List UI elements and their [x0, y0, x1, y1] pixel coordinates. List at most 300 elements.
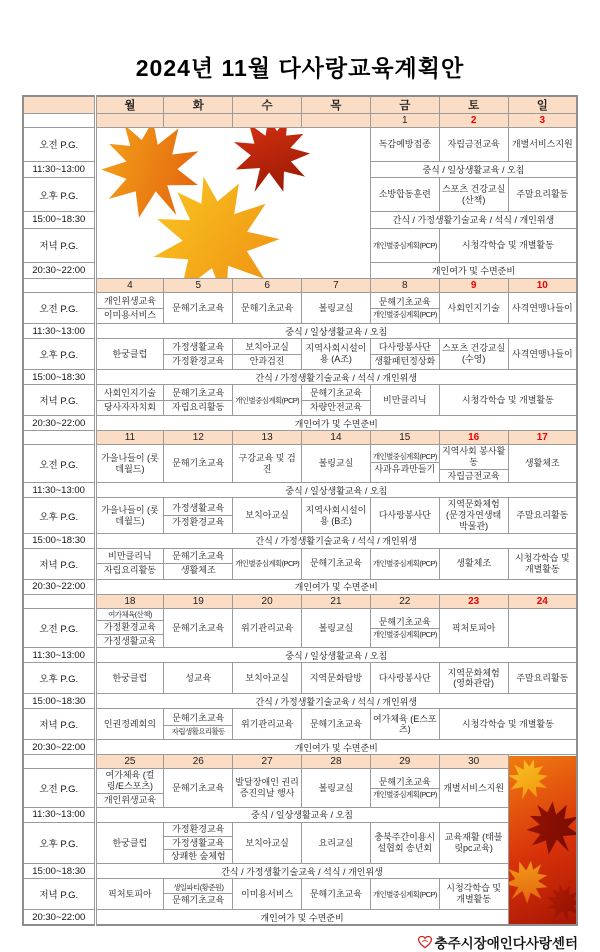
date-cell: 7: [302, 279, 371, 293]
schedule-cell: [302, 769, 371, 807]
time-row-label: 20:30~22:00: [23, 262, 95, 278]
schedule-cell: [164, 608, 233, 648]
schedule-cell: [508, 608, 577, 648]
day-header: 목: [302, 96, 371, 114]
program-label: 픽처토피아: [108, 888, 152, 899]
afternoon-row: [23, 663, 577, 694]
schedule-cell: [95, 339, 164, 370]
program-label: 문해기초교육: [241, 302, 294, 313]
schedule-cell: [233, 498, 302, 533]
program-label: 요리교실: [318, 837, 354, 848]
program-label: 문해기초교육: [309, 718, 363, 729]
program-label: 문해기초교육: [172, 782, 225, 793]
schedule-cell: [233, 879, 302, 910]
schedule-cell: [164, 548, 233, 579]
evening-row: [23, 548, 577, 579]
schedule-cell: [233, 709, 302, 740]
afternoon-row: [23, 339, 577, 370]
program-label: 시청각학습 및 개별활동: [461, 394, 554, 405]
footer: [22, 932, 578, 952]
date-cell: 28: [302, 755, 371, 769]
program-label: 비만클리닉: [383, 394, 427, 405]
day-header: 수: [233, 96, 302, 114]
schedule-cell: [302, 498, 371, 533]
schedule-cell: [508, 128, 577, 162]
program-label: 소방합동훈련: [378, 189, 431, 200]
day-header: 월: [95, 96, 164, 114]
day-header: 화: [164, 96, 233, 114]
schedule-cell: [164, 769, 233, 807]
day-header: 금: [370, 96, 439, 114]
program-label: 문해기초교육: [172, 458, 225, 469]
schedule-cell: [302, 385, 371, 416]
program-label: 여가체육 (E스포츠): [372, 713, 437, 735]
time-row-label: 오전 P.G.: [23, 608, 95, 648]
routine-row: [23, 416, 577, 431]
schedule-cell: [370, 228, 439, 262]
program-label: 생일파티(황준원): [173, 882, 224, 892]
schedule-cell: [508, 445, 577, 483]
date-row: [23, 594, 577, 608]
routine-row: [23, 483, 577, 498]
date-cell: 17: [508, 431, 577, 445]
schedule-cell: [95, 709, 164, 740]
program-label: 문해기초교육: [172, 302, 225, 313]
time-row-label: 저녁 P.G.: [23, 879, 95, 910]
schedule-cell: [370, 293, 439, 324]
time-row-label: 11:30~13:00: [23, 324, 95, 339]
time-row-label: 오전 P.G.: [23, 769, 95, 807]
time-row-label: 11:30~13:00: [23, 648, 95, 663]
program-label: 시청각학습 및 개별활동: [514, 552, 570, 574]
schedule-cell: [95, 769, 164, 807]
schedule-cell: [370, 178, 439, 212]
schedule-cell: [95, 663, 164, 694]
program-label: 위기관리교육: [241, 718, 294, 729]
time-row-label: [23, 755, 95, 769]
date-cell: 8: [370, 279, 439, 293]
time-row-label: 15:00~18:30: [23, 864, 95, 879]
schedule-cell: [439, 385, 577, 416]
schedule-cell: [370, 879, 439, 910]
program-label: 시청각학습 및 개별활동: [461, 718, 554, 729]
program-label: 개인별중심계획(PCP): [372, 452, 437, 462]
program-label: 개인별중심계획(PCP): [372, 630, 437, 640]
program-label: 문해기초교육: [172, 712, 225, 723]
schedule-cell: [95, 608, 164, 648]
schedule-cell: [233, 339, 302, 370]
date-cell: 23: [439, 594, 508, 608]
program-label: 스포츠 건강교실 (수영): [441, 343, 506, 364]
routine-cell: 간식 / 가정생활기술교육 / 석식 / 개인위생: [370, 212, 577, 228]
date-cell: 6: [233, 279, 302, 293]
schedule-cell: [95, 385, 164, 416]
program-label: 구강교육 및 검진: [238, 452, 296, 474]
schedule-cell: [302, 879, 371, 910]
schedule-cell: [439, 608, 508, 648]
program-label: 상쾌한 숲체험: [164, 849, 232, 863]
schedule-cell: [95, 293, 164, 324]
date-cell: 1: [370, 114, 439, 128]
program-label: 이미용서비스: [97, 308, 164, 322]
schedule-cell: [370, 608, 439, 648]
corner-cell: [23, 96, 95, 114]
program-label: 가정환경교육: [164, 354, 232, 368]
program-label: 안과검진: [233, 354, 301, 368]
schedule-cell: [370, 128, 439, 162]
routine-cell: 간식 / 가정생활기술교육 / 석식 / 개인위생: [95, 533, 577, 548]
schedule-cell: [508, 339, 577, 370]
date-row: [23, 755, 577, 769]
schedule-cell: [302, 548, 371, 579]
schedule-cell: [439, 339, 508, 370]
program-label: 지역문화체험 (영화관람): [447, 667, 500, 689]
morning-row: [23, 128, 577, 162]
program-label: 가정환경교육: [172, 823, 225, 834]
date-cell: 30: [439, 755, 508, 769]
program-label: 자립요리활동: [97, 563, 164, 577]
time-row-label: 20:30~22:00: [23, 740, 95, 755]
time-row-label: 오전 P.G.: [23, 445, 95, 483]
date-cell: 19: [164, 594, 233, 608]
schedule-cell: [95, 822, 164, 863]
date-cell: [164, 114, 233, 128]
program-label: 지역문화체험 (문경자연생태 박물관): [446, 499, 502, 531]
program-label: 가정환경교육: [97, 620, 164, 634]
date-cell: 9: [439, 279, 508, 293]
time-row-label: 11:30~13:00: [23, 483, 95, 498]
date-cell: 15: [370, 431, 439, 445]
program-label: 인권정례회의: [103, 718, 156, 729]
schedule-cell: [370, 445, 439, 483]
date-cell: 14: [302, 431, 371, 445]
schedule-cell: [302, 608, 371, 648]
routine-cell: 개인여가 및 수면준비: [95, 579, 577, 594]
time-row-label: 저녁 P.G.: [23, 548, 95, 579]
morning-row: [23, 445, 577, 483]
routine-cell: 중식 / 일상생활교육 / 오침: [95, 324, 577, 339]
program-label: 개인별중심계획(PCP): [235, 559, 300, 569]
time-row-label: [23, 279, 95, 293]
date-cell: [233, 114, 302, 128]
schedule-cell: [439, 498, 508, 533]
program-label: 이미용서비스: [241, 888, 294, 899]
program-label: 여가체육 (컬링/E스포츠): [105, 770, 155, 792]
date-cell: 26: [164, 755, 233, 769]
program-label: 개인별중심계획(PCP): [372, 559, 437, 569]
program-label: 가을나들이 (롯데월드): [101, 452, 159, 474]
routine-cell: 간식 / 가정생활기술교육 / 석식 / 개인위생: [95, 864, 508, 879]
date-cell: 16: [439, 431, 508, 445]
program-label: 문해기초교육: [164, 893, 232, 907]
program-label: 개인위생교육: [103, 295, 156, 306]
schedule-cell: [439, 769, 508, 807]
routine-row: [23, 533, 577, 548]
autumn-leaves-image: [95, 128, 370, 279]
program-label: 주말요리활동: [516, 510, 569, 521]
routine-row: [23, 864, 577, 879]
time-row-label: 오후 P.G.: [23, 822, 95, 863]
program-label: 문해기초교육: [309, 387, 363, 398]
schedule-cell: [302, 445, 371, 483]
time-row-label: 저녁 P.G.: [23, 228, 95, 262]
program-label: 다사랑봉사단: [378, 341, 431, 352]
program-label: 가정생활교육: [164, 836, 232, 850]
program-label: 문해기초교육: [309, 888, 363, 899]
program-label: 지역사회시설이용 (A조): [305, 343, 367, 364]
routine-cell: 개인여가 및 수면준비: [370, 262, 577, 278]
schedule-cell: [439, 293, 508, 324]
time-row-label: 저녁 P.G.: [23, 385, 95, 416]
program-label: 문해기초교육: [378, 296, 431, 307]
routine-row: [23, 910, 577, 926]
time-row-label: [23, 114, 95, 128]
program-label: 지역문화탐방: [309, 672, 363, 683]
date-cell: 27: [233, 755, 302, 769]
schedule-cell: [164, 879, 233, 910]
routine-cell: 중식 / 일상생활교육 / 오침: [95, 807, 508, 822]
date-cell: 29: [370, 755, 439, 769]
program-label: 차량안전교육: [302, 400, 370, 414]
schedule-cell: [302, 709, 371, 740]
program-label: 성교육: [185, 672, 212, 683]
schedule-cell: [95, 445, 164, 483]
program-label: 보치아교실: [245, 341, 289, 352]
time-row-label: 오전 P.G.: [23, 128, 95, 162]
schedule-cell: [164, 293, 233, 324]
time-row-label: 20:30~22:00: [23, 416, 95, 431]
program-label: 주말요리활동: [516, 672, 569, 683]
program-label: 개별서비스지원: [511, 139, 573, 150]
program-label: 문해기초교육: [378, 776, 431, 787]
schedule-cell: [439, 445, 508, 483]
program-label: 한궁클럽: [112, 348, 148, 359]
date-cell: 20: [233, 594, 302, 608]
program-label: 보치아교실: [245, 510, 289, 521]
time-row-label: 15:00~18:30: [23, 694, 95, 709]
schedule-cell: [439, 879, 508, 910]
program-label: 지역사회 봉사활동: [441, 446, 506, 467]
evening-row: [23, 385, 577, 416]
program-label: 개인별중심계획(PCP): [372, 790, 437, 800]
date-cell: 4: [95, 279, 164, 293]
program-label: 생활체조: [524, 458, 560, 469]
program-label: 보치아교실: [245, 837, 289, 848]
program-label: 발달장애인 권리증진의날 행사: [235, 777, 299, 799]
program-label: 개인위생교육: [97, 793, 164, 807]
program-label: 가정환경교육: [164, 515, 232, 529]
schedule-cell: [164, 709, 233, 740]
schedule-cell: [164, 663, 233, 694]
program-label: 개인별중심계획(PCP): [372, 310, 437, 320]
routine-row: [23, 324, 577, 339]
program-label: 자립요리활동: [164, 400, 232, 414]
schedule-cell: [233, 548, 302, 579]
schedule-cell: [370, 663, 439, 694]
date-cell: 2: [439, 114, 508, 128]
program-label: 시청각학습 및 개별활동: [446, 883, 501, 905]
program-label: 한궁클럽: [112, 837, 148, 848]
time-row-label: 오후 P.G.: [23, 339, 95, 370]
routine-cell: 개인여가 및 수면준비: [95, 740, 577, 755]
schedule-cell: [95, 879, 164, 910]
program-label: 생활패턴정상화: [371, 354, 439, 368]
date-cell: [95, 114, 164, 128]
schedule-cell: [508, 498, 577, 533]
time-row-label: 오후 P.G.: [23, 498, 95, 533]
schedule-cell: [164, 822, 233, 863]
schedule-cell: [439, 822, 508, 863]
program-label: 개인별중심계획(PCP): [372, 240, 437, 250]
program-label: 볼링교실: [318, 302, 354, 313]
program-label: 문해기초교육: [172, 551, 225, 562]
program-label: 자립생활요리활동: [164, 725, 232, 737]
schedule-cell: [233, 822, 302, 863]
program-label: 보치아교실: [245, 672, 289, 683]
program-label: 충북주간이용시설협회 송년회: [374, 832, 436, 853]
schedule-table: [22, 95, 578, 926]
program-label: 문해기초교육: [172, 622, 225, 633]
schedule-cell: [508, 548, 577, 579]
schedule-cell: [370, 498, 439, 533]
program-label: 스포츠 건강교실 (산책): [441, 183, 506, 205]
program-label: 주말요리활동: [516, 189, 569, 200]
program-label: 픽처토피아: [451, 622, 496, 633]
program-label: 자립금전교육: [447, 139, 500, 150]
program-label: 볼링교실: [318, 458, 354, 469]
schedule-cell: [164, 498, 233, 533]
time-row-label: 오전 P.G.: [23, 293, 95, 324]
schedule-cell: [164, 445, 233, 483]
program-label: 가정생활교육: [172, 503, 225, 514]
time-row-label: 11:30~13:00: [23, 161, 95, 177]
schedule-cell: [370, 385, 439, 416]
time-row-label: 20:30~22:00: [23, 579, 95, 594]
program-label: 사과유과만들기: [371, 462, 439, 476]
date-cell: 21: [302, 594, 371, 608]
schedule-cell: [439, 663, 508, 694]
schedule-cell: [302, 663, 371, 694]
routine-cell: 중식 / 일상생활교육 / 오침: [95, 648, 577, 663]
routine-row: [23, 694, 577, 709]
afternoon-row: [23, 822, 577, 863]
program-label: 자립금전교육: [440, 469, 508, 483]
schedule-cell: [508, 293, 577, 324]
schedule-cell: [233, 663, 302, 694]
routine-cell: 간식 / 가정생활기술교육 / 석식 / 개인위생: [95, 694, 577, 709]
schedule-cell: [233, 385, 302, 416]
program-label: 한궁클럽: [112, 672, 148, 683]
schedule-cell: [233, 608, 302, 648]
program-label: 사회인지기술: [103, 387, 156, 398]
schedule-cell: [508, 178, 577, 212]
routine-row: [23, 370, 577, 385]
schedule-cell: [302, 822, 371, 863]
program-label: 사회인지기술: [447, 302, 500, 313]
program-label: 다사랑봉사단: [378, 510, 431, 521]
schedule-cell: [370, 339, 439, 370]
date-cell: 5: [164, 279, 233, 293]
program-label: 가정생활교육: [97, 634, 164, 648]
program-label: 문해기초교육: [309, 558, 363, 569]
program-label: 생활체조: [456, 558, 492, 569]
schedule-cell: [370, 822, 439, 863]
time-row-label: 15:00~18:30: [23, 533, 95, 548]
schedule-cell: [439, 548, 508, 579]
morning-row: [23, 769, 577, 807]
time-row-label: 오후 P.G.: [23, 663, 95, 694]
schedule-cell: [439, 228, 577, 262]
header-row: [23, 96, 577, 114]
day-header: 토: [439, 96, 508, 114]
date-cell: 10: [508, 279, 577, 293]
routine-row: [23, 807, 577, 822]
routine-row: [23, 740, 577, 755]
schedule-cell: [439, 709, 577, 740]
schedule-cell: [233, 293, 302, 324]
date-cell: 18: [95, 594, 164, 608]
program-label: 가정생활교육: [172, 341, 225, 352]
program-label: 당사자자치회: [97, 400, 164, 414]
program-label: 개인별중심계획(PCP): [235, 395, 300, 405]
time-row-label: 15:00~18:30: [23, 370, 95, 385]
time-row-label: 저녁 P.G.: [23, 709, 95, 740]
routine-cell: 중식 / 일상생활교육 / 오침: [370, 161, 577, 177]
program-label: 여가체육(산책): [108, 609, 152, 619]
page-title: 2024년 11월 다사랑교육계획안: [135, 55, 465, 81]
time-row-label: 오후 P.G.: [23, 178, 95, 212]
program-label: 볼링교실: [318, 782, 354, 793]
time-row-label: [23, 431, 95, 445]
schedule-cell: [302, 293, 371, 324]
date-row: [23, 431, 577, 445]
program-label: 교육재활 (태블릿pc교육): [444, 832, 503, 853]
heart-logo-icon: [418, 936, 432, 949]
program-label: 문해기초교육: [172, 387, 225, 398]
time-row-label: 15:00~18:30: [23, 212, 95, 228]
program-label: 사격연맹나들이: [511, 302, 573, 313]
program-label: 독감예방접종: [378, 139, 431, 150]
date-cell: 22: [370, 594, 439, 608]
schedule-cell: [370, 709, 439, 740]
time-row-label: 11:30~13:00: [23, 807, 95, 822]
morning-row: [23, 293, 577, 324]
program-label: 사격연맹나들이: [511, 348, 573, 359]
program-label: 비만클리닉: [108, 551, 152, 562]
evening-row: [23, 879, 577, 910]
evening-row: [23, 709, 577, 740]
program-label: 다사랑봉사단: [378, 672, 431, 683]
schedule-cell: [439, 128, 508, 162]
day-header: 일: [508, 96, 577, 114]
schedule-cell: [508, 663, 577, 694]
schedule-cell: [164, 339, 233, 370]
date-row: [23, 114, 577, 128]
program-label: 지역사회시설이용 (B조): [305, 504, 367, 526]
date-cell: [302, 114, 371, 128]
schedule-cell: [302, 339, 371, 370]
date-cell: 11: [95, 431, 164, 445]
schedule-cell: [439, 178, 508, 212]
date-cell: 3: [508, 114, 577, 128]
routine-cell: 개인여가 및 수면준비: [95, 910, 508, 926]
date-cell: 12: [164, 431, 233, 445]
footer-org-name: 충주시장애인다사랑센터: [434, 936, 578, 952]
schedule-cell: [164, 385, 233, 416]
routine-row: [23, 648, 577, 663]
schedule-cell: [370, 769, 439, 807]
routine-cell: 간식 / 가정생활기술교육 / 석식 / 개인위생: [95, 370, 577, 385]
